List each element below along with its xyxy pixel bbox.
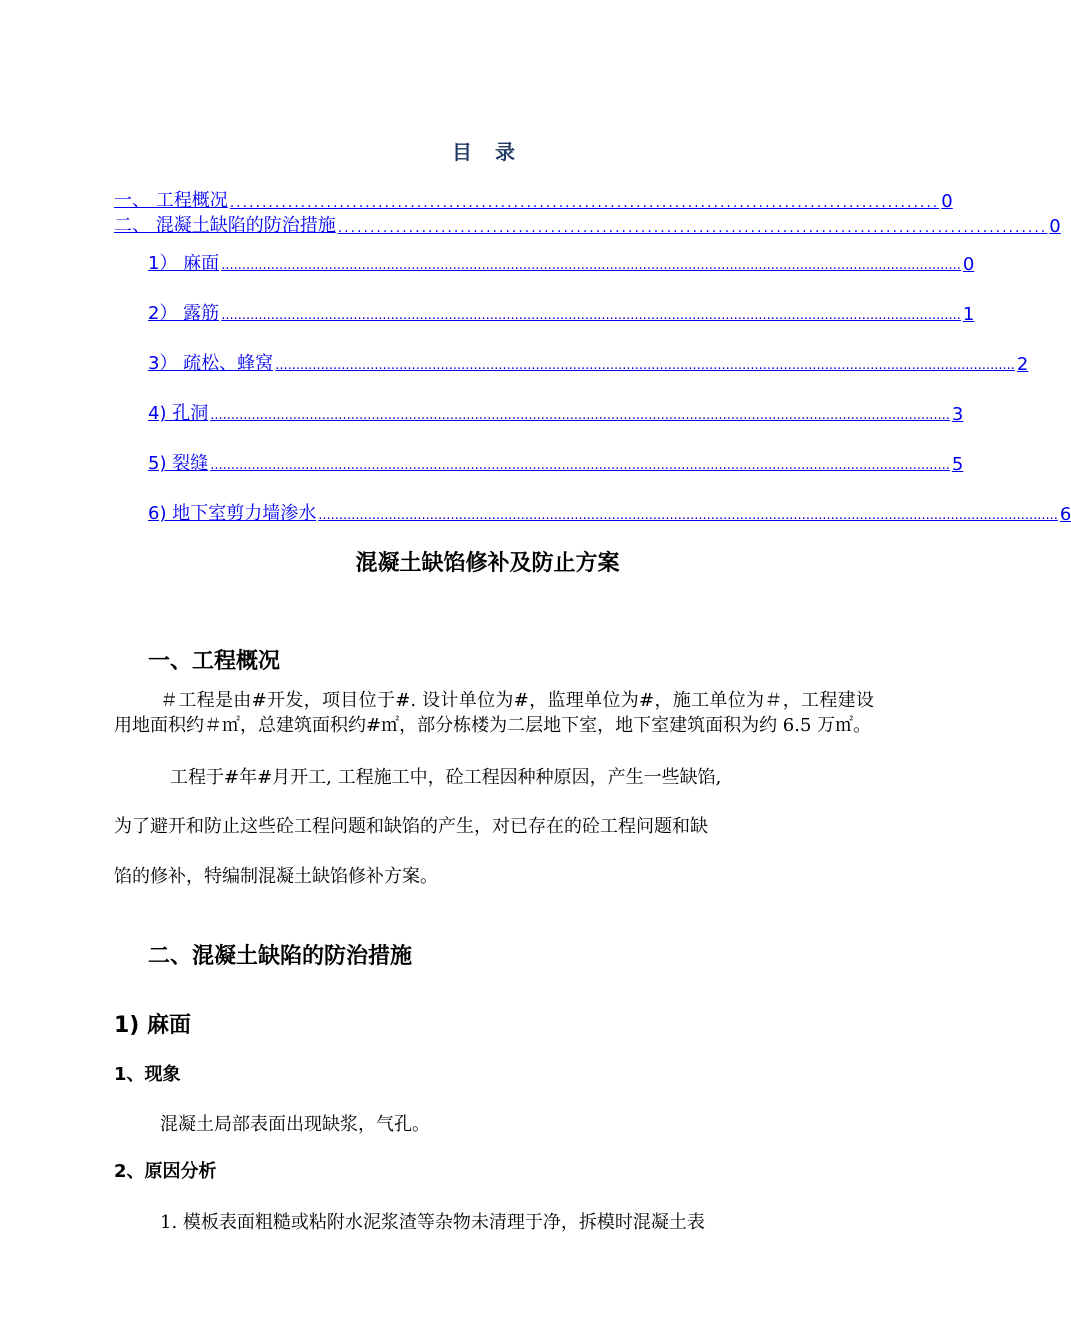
toc-entry-pitting[interactable] bbox=[148, 251, 975, 275]
toc-entry-label: 1） 麻面 bbox=[148, 253, 220, 274]
section-heading-measures: 二、混凝土缺陷的防治措施 bbox=[148, 944, 413, 969]
toc-dot-leader: .............................................................................................................. bbox=[337, 220, 1048, 236]
toc-entry-label: 二、 混凝土缺陷的防治措施 bbox=[114, 215, 336, 236]
document-title: 混凝土缺馅修补及防止方案 bbox=[355, 551, 620, 576]
toc-entry-overview[interactable] bbox=[114, 188, 953, 212]
section-heading-overview: 一、工程概况 bbox=[148, 649, 281, 674]
toc-page-number: 6 bbox=[1059, 504, 1071, 525]
phenomenon-heading: 1、现象 bbox=[114, 1064, 181, 1085]
cause-heading: 2、原因分析 bbox=[114, 1161, 217, 1182]
toc-page-number: 0 bbox=[1049, 216, 1061, 237]
toc-dot-leader: ................................................................................................................................................................................... bbox=[221, 258, 961, 273]
phenomenon-text: 混凝土局部表面出现缺浆，气孔。 bbox=[160, 1114, 430, 1135]
overview-line-2: 为了避开和防止这些砼工程问题和缺馅的产生，对已存在的砼工程问题和缺 bbox=[114, 816, 708, 837]
toc-dot-leader: ................................................................................................................................................................................... bbox=[275, 358, 1015, 373]
toc-page-number: 0 bbox=[941, 191, 953, 212]
toc-page-number: 2 bbox=[1016, 354, 1029, 375]
toc-entry-label: 一、 工程概况 bbox=[114, 190, 228, 211]
toc-dot-leader: ................................................................................................................................................................................... bbox=[210, 458, 950, 473]
toc-entry-label: 2） 露筋 bbox=[148, 303, 220, 324]
toc-entry-holes[interactable] bbox=[148, 401, 964, 425]
overview-line-3: 馅的修补，特编制混凝土缺馅修补方案。 bbox=[114, 866, 438, 887]
toc-entry-measures[interactable] bbox=[114, 213, 1061, 237]
toc-page-number: 0 bbox=[962, 254, 975, 275]
toc-entry-cracks[interactable] bbox=[148, 451, 964, 475]
toc-entry-label: 6) 地下室剪力墙渗水 bbox=[148, 503, 317, 524]
toc-entry-label: 4) 孔洞 bbox=[148, 403, 209, 424]
overview-line-1: 工程于#年#月开工, 工程施工中，砼工程因种种原因，产生一些缺馅, bbox=[170, 767, 722, 788]
overview-paragraph: ＃工程是由#开发，项目位于#. 设计单位为#，监理单位为#，施工单位为＃，工程建设用地面积约＃㎡，总建筑面积约#㎡，部分栋楼为二层地下室，地下室建筑面积为约 6.5 万㎡。 bbox=[114, 690, 874, 736]
toc-dot-leader: .............................................................................................................. bbox=[229, 195, 940, 211]
cause-text: 1. 模板表面粗糙或粘附水泥浆渣等杂物未清理于净，拆模时混凝土表 bbox=[160, 1212, 705, 1233]
toc-entry-basement-leak[interactable] bbox=[148, 501, 1071, 525]
toc-page-number: 1 bbox=[962, 304, 975, 325]
toc-page-number: 5 bbox=[951, 454, 964, 475]
toc-entry-honeycomb[interactable] bbox=[148, 351, 1029, 375]
toc-page-number: 3 bbox=[951, 404, 964, 425]
toc-title: 目 录 bbox=[452, 140, 523, 164]
toc-dot-leader: ................................................................................................................................................................................... bbox=[221, 308, 961, 323]
subsection-heading-pitting: 1) 麻面 bbox=[114, 1013, 192, 1038]
toc-dot-leader: ................................................................................................................................................................................... bbox=[210, 408, 950, 423]
toc-entry-label: 5) 裂缝 bbox=[148, 453, 209, 474]
toc-entry-label: 3） 疏松、蜂窝 bbox=[148, 353, 274, 374]
toc-dot-leader: ................................................................................................................................................................................... bbox=[318, 508, 1058, 523]
toc-entry-exposed-rebar[interactable] bbox=[148, 301, 975, 325]
